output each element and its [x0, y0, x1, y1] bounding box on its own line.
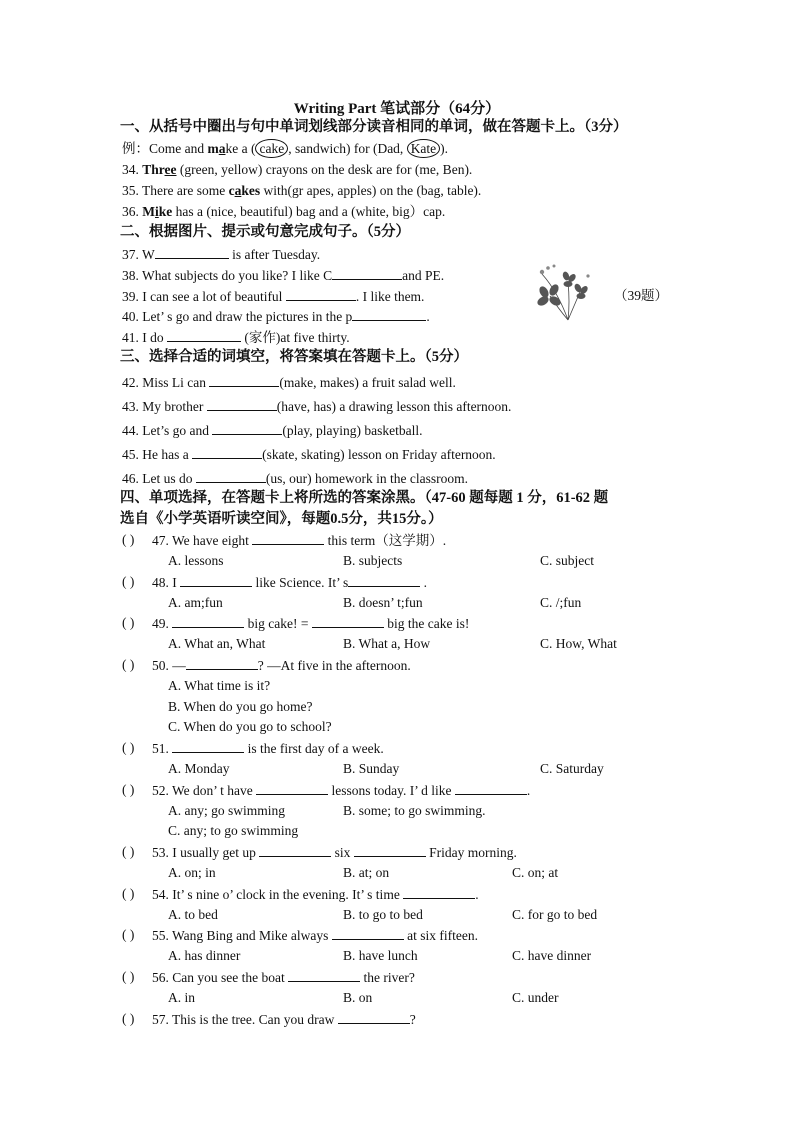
text: big cake! =: [244, 616, 312, 631]
text: 54. It’ s nine o’ clock in the evening. It’ s time: [152, 887, 404, 902]
question-35: [122, 182, 481, 200]
option-c[interactable]: C. under: [512, 990, 559, 1005]
question-50: [152, 656, 411, 675]
answer-paren[interactable]: ( ): [122, 927, 135, 942]
question-57: [152, 1010, 416, 1029]
option-c[interactable]: C. Saturday: [540, 761, 604, 776]
text: ee: [195, 162, 208, 177]
text: 36.: [122, 204, 143, 219]
question-56: [152, 968, 415, 987]
answer-paren[interactable]: ( ): [122, 740, 135, 755]
option-c[interactable]: C. How, What: [540, 636, 617, 651]
text: 38. What subjects do you like? I like C: [122, 268, 333, 283]
answer-paren[interactable]: ( ): [122, 1011, 135, 1026]
question-51: [152, 739, 384, 758]
option-b[interactable]: B. When do you go home?: [168, 699, 313, 714]
answer-blank: [259, 843, 331, 857]
option-a[interactable]: A. What an, What: [168, 636, 266, 651]
question-38: [122, 266, 444, 285]
text: 56. Can you see the boat: [152, 970, 289, 985]
text: (make, makes) a fruit salad well.: [279, 375, 456, 390]
underlined-letter: i: [155, 204, 159, 219]
text: n).: [457, 162, 473, 177]
option-c[interactable]: C. subject: [540, 553, 594, 568]
text: g）cap.: [402, 204, 446, 219]
text: .: [420, 575, 427, 590]
text: . I like them.: [355, 289, 425, 304]
question-41: [122, 328, 350, 347]
question-34: [122, 161, 472, 179]
underlined-letter: a: [218, 141, 226, 156]
question-45: [122, 445, 496, 464]
option-b[interactable]: B. Sunday: [343, 761, 400, 776]
answer-blank[interactable]: [167, 328, 241, 342]
text: the river?: [360, 970, 415, 985]
text: 42. Miss Li can: [122, 375, 210, 390]
text: this term（这学期）.: [324, 533, 447, 548]
answer-paren[interactable]: ( ): [122, 969, 135, 984]
answer-blank[interactable]: [286, 287, 356, 301]
circled-word: cake: [255, 139, 288, 158]
text: 43. My brother: [122, 399, 207, 414]
text: 52. We don’ t have: [152, 783, 257, 798]
underlined-letters: ee: [164, 162, 177, 177]
text: 50. —: [152, 658, 186, 673]
option-a[interactable]: A. any; go swimming: [168, 803, 285, 818]
text: i: [399, 204, 403, 219]
text: 49.: [152, 616, 173, 631]
option-c[interactable]: C. any; to go swimming: [168, 823, 299, 838]
question-39-tag: （39题）: [614, 288, 668, 303]
question-46: [122, 469, 468, 488]
text: , B: [435, 162, 452, 177]
section-1-heading: 一、从括号中圈出与句中单词划线部分读音相同的单词，做在答题卡上。（3分）: [120, 119, 628, 135]
text: 41. I do: [122, 330, 167, 345]
answer-blank[interactable]: [212, 421, 282, 435]
option-c[interactable]: C. When do you go to school?: [168, 719, 332, 734]
text: 例：Come and: [122, 141, 208, 156]
circled-word: Kate: [407, 139, 440, 158]
text: e: [429, 162, 436, 177]
answer-paren[interactable]: ( ): [122, 844, 135, 859]
text: 34.: [122, 162, 143, 177]
question-49: [152, 614, 469, 633]
answer-paren[interactable]: ( ): [122, 657, 135, 672]
text: (gr: [176, 162, 196, 177]
text: ?: [409, 1012, 416, 1027]
answer-blank[interactable]: [207, 397, 277, 411]
section-4-heading-line-2: 选自《小学英语听读空间》，每题0.5分，共15分。）: [120, 511, 443, 527]
text: like Science. It’ s: [252, 575, 349, 590]
option-b[interactable]: B. doesn’ t;fun: [343, 595, 423, 610]
text: i: [372, 204, 376, 219]
text: e: [451, 162, 458, 177]
answer-blank: [354, 843, 426, 857]
answer-blank[interactable]: [209, 373, 279, 387]
text: is the first day of a week.: [244, 741, 384, 756]
text: 51.: [152, 741, 173, 756]
text: and PE.: [402, 268, 445, 283]
option-a[interactable]: A. lessons: [168, 553, 224, 568]
answer-paren[interactable]: ( ): [122, 574, 135, 589]
option-b[interactable]: B. have lunch: [343, 948, 418, 963]
question-37: [122, 245, 320, 264]
text: ke a (: [225, 141, 256, 156]
answer-blank: [348, 573, 420, 587]
text: 46. Let us do: [122, 471, 196, 486]
text: Thr: [142, 162, 165, 177]
text: 37. W: [122, 247, 155, 262]
answer-paren[interactable]: ( ): [122, 782, 135, 797]
answer-blank: [180, 573, 252, 587]
page-title: Writing Part 笔试部分（64分）: [293, 101, 501, 117]
text: is after Tuesday.: [228, 247, 321, 262]
text: M: [142, 204, 155, 219]
text: (skate, skating) lesson on Friday afternoon.: [262, 447, 496, 462]
question-47: [152, 531, 446, 550]
text: te, b: [375, 204, 400, 219]
text: (have, has) a drawing lesson this afternoon.: [276, 399, 512, 414]
option-a[interactable]: A. has dinner: [168, 948, 241, 963]
question-42: [122, 373, 456, 392]
text: 35. There are some: [122, 183, 229, 198]
option-a[interactable]: A. What time is it?: [168, 678, 271, 693]
underlined-letter: a: [234, 183, 242, 198]
text: six: [331, 845, 354, 860]
text: i: [217, 204, 222, 219]
text: m: [207, 141, 219, 156]
example-line: [122, 140, 448, 158]
option-b[interactable]: B. on: [343, 990, 373, 1005]
question-52: [152, 781, 530, 800]
text: (us, our) homework in the classroom.: [265, 471, 468, 486]
text: n, yellow) crayons on the desk are for (m: [207, 162, 430, 177]
text: (家作)at five thirty.: [241, 330, 350, 345]
text: Friday morning.: [425, 845, 517, 860]
option-c[interactable]: C. have dinner: [512, 948, 592, 963]
question-53: [152, 843, 517, 862]
text: a: [450, 183, 457, 198]
text: 55. Wang Bing and Mike always: [152, 928, 332, 943]
option-c[interactable]: C. for go to bed: [512, 907, 598, 922]
text: 47. We have eight: [152, 533, 253, 548]
text: with(gr apes, apples) on the (bag, t: [260, 183, 451, 198]
answer-blank[interactable]: [196, 469, 266, 483]
option-a[interactable]: A. on; in: [168, 865, 216, 880]
flowers-picture: [528, 262, 598, 324]
text: ke: [158, 204, 173, 219]
answer-blank: [172, 614, 244, 628]
section-2-heading: 二、根据图片、提示或句意完成句子。（5分）: [120, 224, 410, 240]
option-b[interactable]: B. What a, How: [343, 636, 431, 651]
text: has a (n: [172, 204, 218, 219]
answer-paren[interactable]: ( ): [122, 886, 135, 901]
text: .: [475, 887, 479, 902]
section-4-heading-line-1: 四、单项选择，在答题卡上将所选的答案涂黑。（47-60 题每题 1 分，61-62 题: [120, 490, 609, 506]
answer-blank: [455, 781, 527, 795]
question-48: [152, 573, 427, 592]
answer-blank: [172, 739, 244, 753]
option-a[interactable]: A. am;fun: [168, 595, 223, 610]
option-b[interactable]: B. to go to bed: [343, 907, 423, 922]
text: lessons today. I’ d like: [328, 783, 455, 798]
option-c[interactable]: C. on; at: [512, 865, 559, 880]
option-a[interactable]: A. to bed: [168, 907, 218, 922]
text: 48. I: [152, 575, 181, 590]
text: , sandwich) for (Dad,: [288, 141, 407, 156]
text: 45. He has a: [122, 447, 193, 462]
text: (play, playing) basketball.: [282, 423, 423, 438]
text: ble).: [456, 183, 482, 198]
answer-blank[interactable]: [192, 445, 262, 459]
option-b[interactable]: B. some; to go swimming.: [343, 803, 486, 818]
text: .: [526, 783, 531, 798]
answer-paren[interactable]: ( ): [122, 615, 135, 630]
answer-blank: [312, 614, 384, 628]
answer-blank: [256, 781, 328, 795]
text: big the cake is!: [383, 616, 470, 631]
answer-blank: [403, 885, 475, 899]
text: 39. I can see a lot of beautiful: [122, 289, 286, 304]
answer-blank[interactable]: [352, 307, 426, 321]
text: at six fifteen.: [403, 928, 478, 943]
answer-blank[interactable]: [332, 266, 402, 280]
text: ).: [440, 141, 449, 156]
question-39: [122, 287, 424, 306]
question-54: [152, 885, 479, 904]
text: c: [228, 183, 235, 198]
answer-blank[interactable]: [155, 245, 229, 259]
question-44: [122, 421, 422, 440]
option-b[interactable]: B. at; on: [343, 865, 390, 880]
text: 44. Let’s go and: [122, 423, 213, 438]
answer-blank: [288, 968, 360, 982]
text: 57. This is the tree. Can you draw: [152, 1012, 338, 1027]
answer-blank: [338, 1010, 410, 1024]
option-b[interactable]: B. subjects: [343, 553, 403, 568]
text: 53. I usually get up: [152, 845, 260, 860]
answer-blank: [186, 656, 258, 670]
text: .: [426, 309, 430, 324]
text: kes: [241, 183, 261, 198]
text: ce, beautiful) bag and a (wh: [221, 204, 373, 219]
question-40: [122, 307, 430, 326]
answer-paren[interactable]: ( ): [122, 532, 135, 547]
question-36: [122, 203, 445, 221]
option-a[interactable]: A. in: [168, 990, 195, 1005]
option-c[interactable]: C. /;fun: [540, 595, 582, 610]
question-55: [152, 926, 478, 945]
text: 40. Let’ s go and draw the pictures in the p: [122, 309, 353, 324]
option-a[interactable]: A. Monday: [168, 761, 230, 776]
text: ? —At five in the afternoon.: [257, 658, 411, 673]
answer-blank: [332, 926, 404, 940]
question-43: [122, 397, 511, 416]
section-3-heading: 三、选择合适的词填空，将答案填在答题卡上。（5分）: [120, 349, 468, 365]
answer-blank: [252, 531, 324, 545]
